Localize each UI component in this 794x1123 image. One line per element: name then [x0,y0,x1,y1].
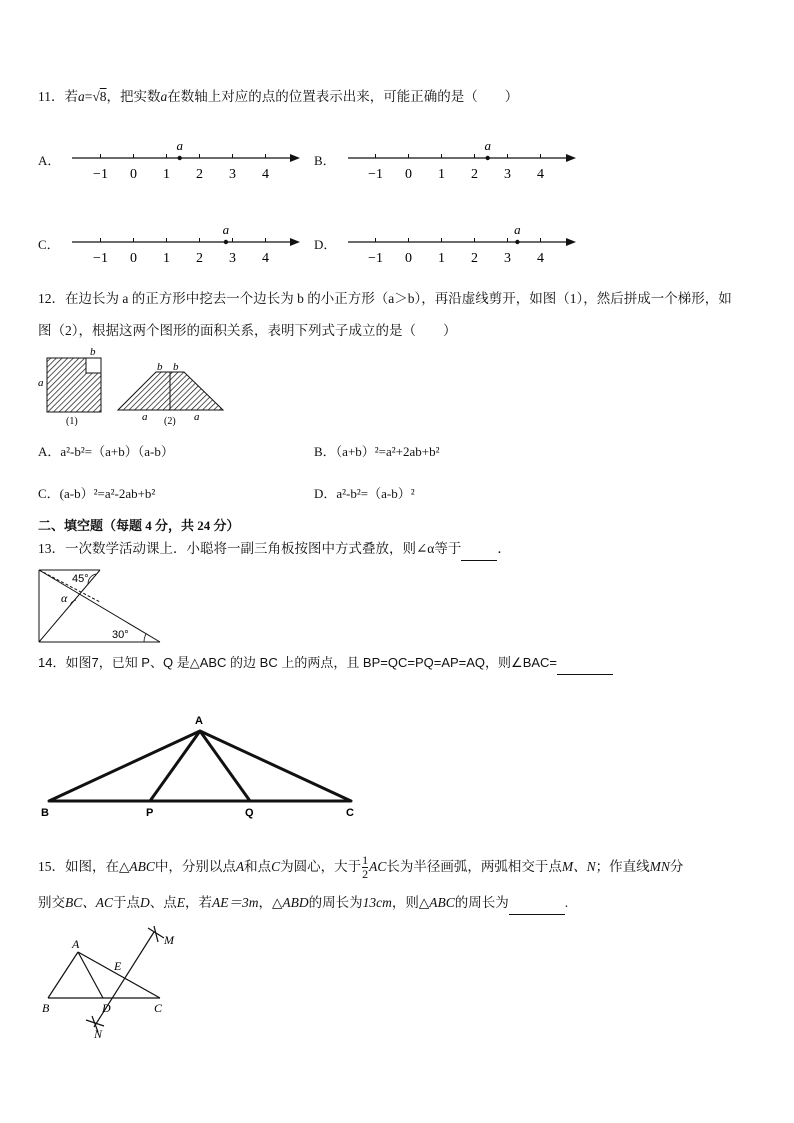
point-e-label: E [114,959,122,973]
number-line-d [346,218,586,268]
tick-label: 1 [163,251,170,266]
q14-answer-blank[interactable] [557,652,613,675]
tick-label: 2 [196,251,203,266]
point-a-label: A [72,937,80,951]
tick-label: 2 [196,167,203,182]
q13-figure [36,566,166,644]
q12-option-d[interactable]: D．a²-b²=（a-b）² [314,486,415,501]
tick-label: 4 [262,167,269,182]
q13-answer-blank[interactable] [461,538,497,561]
tick-label: 1 [163,167,170,182]
fig2-label-b-right: b [173,361,179,373]
q13-stem: 13．一次数学活动课上．小聪将一副三角板按图中方式叠放，则∠α等于 ． [38,538,511,561]
axis-arrow-icon [566,238,576,246]
tick-label: 3 [229,251,236,266]
q14-figure [36,708,376,823]
tick-label: 2 [471,167,478,182]
alpha-label: α [61,591,68,605]
tick-label: 3 [504,167,511,182]
point-a-marker [178,156,182,160]
q12-stem-line1: 12．在边长为 a 的正方形中挖去一个边长为 b 的小正方形（a＞b），再沿虚线剪开，如图（1），然后拼成一个梯形，如 [38,291,732,306]
vertex-b-label: B [41,807,49,819]
tick-label: 1 [438,251,445,266]
square-with-cutout [47,358,101,412]
vertex-q-label: Q [245,807,254,819]
fig2-label-b-left: b [157,361,163,373]
number-line-c [70,218,310,268]
q12-figure [34,346,234,426]
tick-label: −1 [93,167,108,182]
q11-option-b-label[interactable]: B． [314,153,336,168]
tick-label: 4 [262,251,269,266]
tick-label: 0 [130,251,137,266]
q14-stem: 14．如图7，已知 P、Q 是△ABC 的边 BC 上的两点，且 BP=QC=PQ=AP=AQ，则∠BAC= [38,652,613,675]
q15-stem-line2: 别交BC、AC于点D、点E，若AE＝3m，△ABD的周长为13cm，则△ABC的周长为 . [38,892,568,915]
vertex-a-label: A [195,715,203,727]
point-a-marker [224,240,228,244]
tick-label: 4 [537,251,544,266]
q12-option-c[interactable]: C．(a-b）²=a²-2ab+b² [38,486,156,501]
fig2-label-a-right: a [194,411,200,423]
point-a-label: a [484,138,491,153]
point-b-label: B [42,1001,50,1015]
tick-label: −1 [368,167,383,182]
tick-label: 0 [130,167,137,182]
fig2-label-a-left: a [142,411,148,423]
point-n-label: N [94,1027,103,1041]
sqrt-sign: √8 [92,89,107,104]
axis-arrow-icon [290,154,300,162]
q15-answer-blank[interactable] [509,892,565,915]
point-a-marker [515,240,519,244]
tick-label: 3 [229,167,236,182]
q15-stem-line1: 15．如图，在 △ABC 中，分别以点 A 和点 C 为圆心，大于 $\frac{1}{2}$ AC 长为半径画弧，两弧相交于点 M、N ；作直线 MN 分 [38,852,684,881]
number-line-b [346,134,586,184]
number-line-a [70,134,310,184]
q12-option-a[interactable]: A．a²-b²=（a+b）（a-b） [38,444,174,459]
q15-figure [36,922,186,1042]
fig1-label-a: a [38,377,44,389]
tick-label: −1 [93,251,108,266]
angle-30-label: 30° [112,629,129,641]
tick-label: −1 [368,251,383,266]
point-a-label: a [176,138,183,153]
point-a-label: a [222,222,230,237]
q12-stem-line2: 图（2），根据这两个图形的面积关系，表明下列式子成立的是（ ） [38,323,457,338]
q11-option-d-label[interactable]: D． [314,237,337,252]
point-a-marker [486,156,490,160]
fig1-caption: (1) [66,416,78,426]
tick-label: 1 [438,167,445,182]
fig2-caption: (2) [164,416,176,426]
axis-arrow-icon [566,154,576,162]
point-c-label: C [154,1001,163,1015]
tick-label: 0 [405,167,412,182]
fig1-label-b: b [90,346,96,358]
vertex-c-label: C [346,807,354,819]
angle-45-label: 45° [72,573,89,585]
tick-label: 0 [405,251,412,266]
point-d-label: D [102,1001,111,1015]
q12-option-b[interactable]: B．（a+b）²=a²+2ab+b² [314,444,440,459]
point-a-label: a [514,222,521,237]
tick-label: 2 [471,251,478,266]
tick-label: 3 [504,251,511,266]
q11-stem: 11．若a=√8，把实数a在数轴上对应的点的位置表示出来，可能正确的是（ ） [38,89,519,104]
axis-arrow-icon [290,238,300,246]
fraction-one-half: $\frac{1}{2}$ [362,852,369,881]
tick-label: 4 [537,167,544,182]
q11-option-c-label[interactable]: C． [38,237,60,252]
section-title: 二、填空题（每题 4 分，共 24 分） [38,518,240,533]
vertex-p-label: P [146,807,154,819]
q11-option-a-label[interactable]: A． [38,153,61,168]
point-m-label: M [164,933,174,947]
trapezoid [118,372,223,410]
